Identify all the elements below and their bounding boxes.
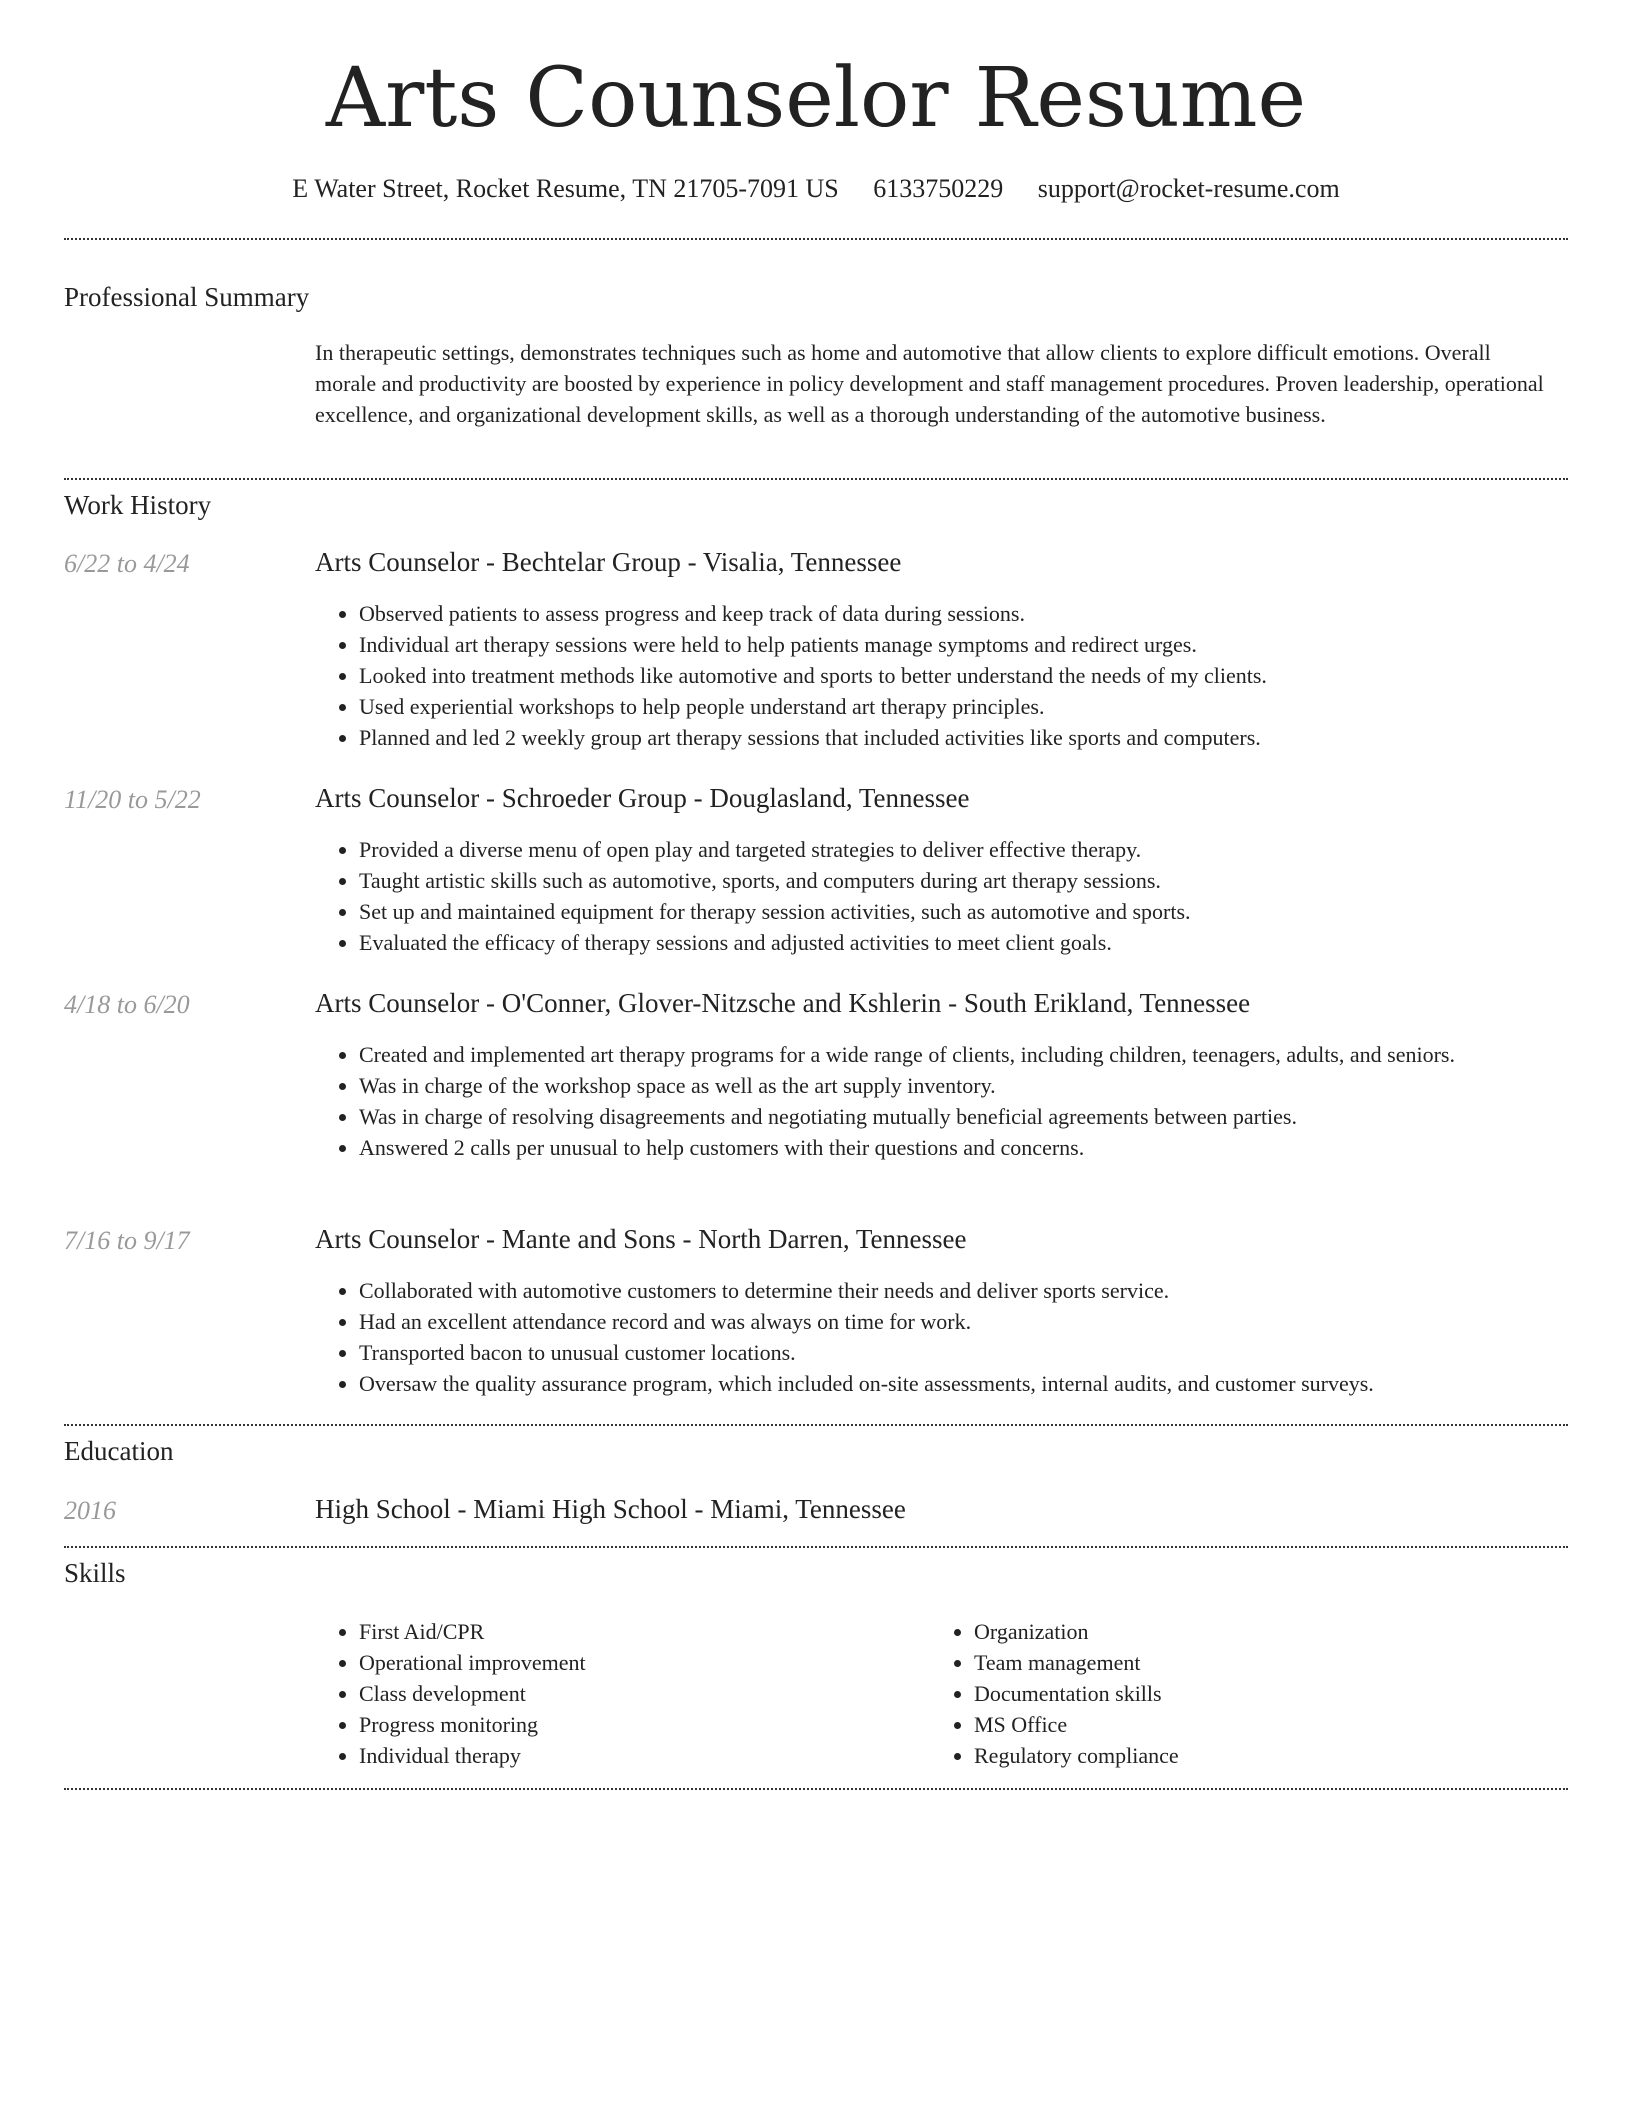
skills-heading: Skills <box>64 1558 126 1588</box>
skill-item: • Team management <box>974 1647 1534 1678</box>
list-item: • Taught artistic skills such as automotive, sports, and computers during art therapy sessions. <box>359 865 1609 896</box>
education-dates: 2016 <box>64 1496 116 1525</box>
job-dates: 7/16 to 9/17 <box>64 1226 190 1255</box>
list-item: • Looked into treatment methods like automotive and sports to better understand the needs of my clients. <box>359 660 1609 691</box>
list-item: • Oversaw the quality assurance program, which included on-site assessments, internal audits, and customer surveys. <box>359 1368 1609 1399</box>
education-title: High School - Miami High School - Miami, Tennessee <box>315 1494 906 1524</box>
job-dates: 4/18 to 6/20 <box>64 990 190 1019</box>
job-title: Arts Counselor - Mante and Sons - North Darren, Tennessee <box>315 1224 967 1254</box>
job-bullets <box>315 1275 1609 1399</box>
job-title: Arts Counselor - Schroeder Group - Douglasland, Tennessee <box>315 783 970 813</box>
list-item: • Was in charge of the workshop space as well as the art supply inventory. <box>359 1070 1589 1101</box>
list-item: • Used experiential workshops to help people understand art therapy principles. <box>359 691 1609 722</box>
divider <box>64 1546 1568 1548</box>
skills-list-right <box>930 1616 1534 1771</box>
address: E Water Street, Rocket Resume, TN 21705-7091 US <box>292 174 839 204</box>
list-item: • Created and implemented art therapy programs for a wide range of clients, including children, teenagers, adults, and seniors. <box>359 1039 1589 1070</box>
email: support@rocket-resume.com <box>1037 174 1340 204</box>
skill-item: • Regulatory compliance <box>974 1740 1534 1771</box>
job-bullets <box>315 834 1609 958</box>
page-title: Arts Counselor Resume <box>325 51 1307 146</box>
work-history-heading: Work History <box>64 490 212 520</box>
list-item: • Observed patients to assess progress and keep track of data during sessions. <box>359 598 1609 629</box>
job-title: Arts Counselor - Bechtelar Group - Visalia, Tennessee <box>315 547 902 577</box>
skill-item: • MS Office <box>974 1709 1534 1740</box>
list-item: • Set up and maintained equipment for therapy session activities, such as automotive and sports. <box>359 896 1609 927</box>
skill-item: • First Aid/CPR <box>359 1616 919 1647</box>
divider <box>64 478 1568 480</box>
divider <box>64 238 1568 240</box>
list-item: • Transported bacon to unusual customer locations. <box>359 1337 1609 1368</box>
list-item: • Collaborated with automotive customers to determine their needs and deliver sports service. <box>359 1275 1609 1306</box>
job-bullets <box>315 598 1609 753</box>
list-item: • Provided a diverse menu of open play and targeted strategies to deliver effective therapy. <box>359 834 1609 865</box>
list-item: • Had an excellent attendance record and was always on time for work. <box>359 1306 1609 1337</box>
job-dates: 11/20 to 5/22 <box>64 785 201 814</box>
list-item: • Evaluated the efficacy of therapy sessions and adjusted activities to meet client goals. <box>359 927 1609 958</box>
phone: 6133750229 <box>873 174 1004 204</box>
divider <box>64 1424 1568 1426</box>
resume-header <box>0 0 1632 204</box>
list-item: • Answered 2 calls per unusual to help customers with their questions and concerns. <box>359 1132 1589 1163</box>
skill-item: • Progress monitoring <box>359 1709 919 1740</box>
skill-item: • Operational improvement <box>359 1647 919 1678</box>
summary-heading: Professional Summary <box>64 282 310 312</box>
job-dates: 6/22 to 4/24 <box>64 549 190 578</box>
job-title: Arts Counselor - O'Conner, Glover-Nitzsche and Kshlerin - South Erikland, Tennessee <box>315 988 1251 1018</box>
education-heading: Education <box>64 1436 174 1466</box>
skill-item: • Class development <box>359 1678 919 1709</box>
summary-text: In therapeutic settings, demonstrates techniques such as home and automotive that allow clients to explore difficult emotions. Overall morale and productivity are boosted by experience in policy development and staff management procedures. Proven leadership, operational excellence, and organizational development skills, as well as a thorough understanding of the automotive business. <box>315 340 1544 427</box>
divider <box>64 1788 1568 1790</box>
skill-item: • Individual therapy <box>359 1740 919 1771</box>
list-item: • Individual art therapy sessions were held to help patients manage symptoms and redirect urges. <box>359 629 1609 660</box>
list-item: • Was in charge of resolving disagreements and negotiating mutually beneficial agreements between parties. <box>359 1101 1589 1132</box>
skill-item: • Organization <box>974 1616 1534 1647</box>
skills-list-left <box>315 1616 919 1771</box>
contact-line <box>0 174 1632 204</box>
skill-item: • Documentation skills <box>974 1678 1534 1709</box>
job-bullets <box>315 1039 1589 1163</box>
list-item: • Planned and led 2 weekly group art therapy sessions that included activities like sports and computers. <box>359 722 1609 753</box>
